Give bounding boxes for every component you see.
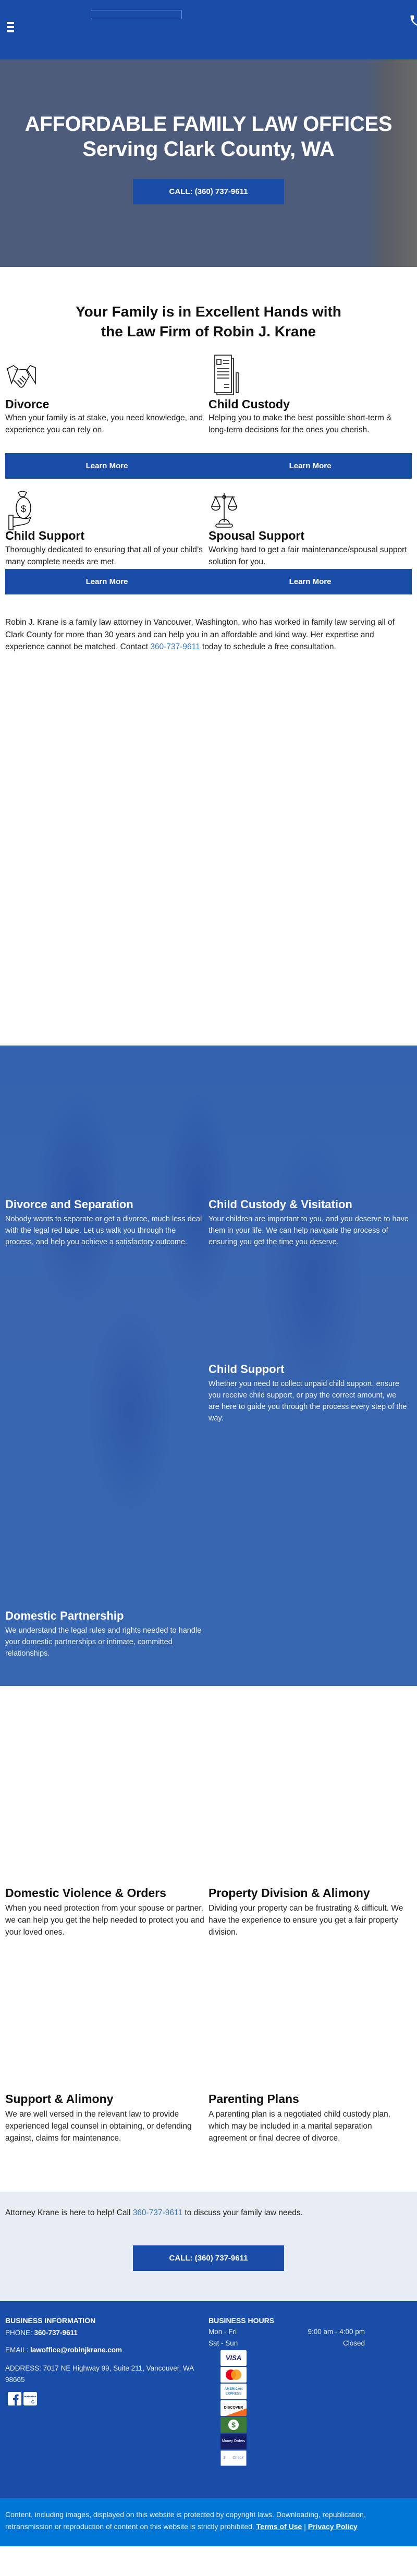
hours-time: 9:00 am - 4:00 pm [308, 2327, 365, 2336]
cta-call-button[interactable]: CALL: (360) 737-9611 [133, 2245, 284, 2271]
cash-icon [220, 2417, 247, 2433]
check-icon: $___ Check [220, 2450, 247, 2466]
service-description: Thoroughly dedicated to ensuring that all of your child’s many complete needs are met. [5, 545, 203, 566]
learn-more-child-support-button[interactable]: Learn More [85, 577, 128, 586]
cta-phone-link[interactable]: 360-737-9611 [132, 2208, 183, 2217]
logo-placeholder[interactable] [91, 10, 182, 19]
hero-title-line2: Serving Clark County, WA [82, 138, 335, 161]
service-description: Working hard to get a fair maintenance/spousal support solution for you. [208, 545, 407, 566]
hours-day: Mon - Fri [208, 2327, 237, 2336]
practice-area-title: Divorce and Separation [5, 1197, 133, 1211]
learn-more-bar-1 [5, 453, 412, 479]
practice-area-description: A parenting plan is a negotiated child custody plan, which may be included in a marital separation agreement or final decree of divorce. [208, 2109, 390, 2143]
practice-area-title: Property Division & Alimony [208, 1886, 370, 1900]
mastercard-icon [220, 2367, 247, 2383]
business-hours [208, 2316, 375, 2349]
hero-title-line1: AFFORDABLE FAMILY LAW OFFICES [24, 113, 393, 136]
social-links [8, 2392, 208, 2405]
footer-email [5, 2346, 208, 2355]
money-bag-hand-icon [8, 490, 34, 533]
phone-label: PHONE: [5, 2328, 34, 2337]
service-spousal-support [208, 479, 412, 578]
practice-area-divorce-separation [5, 1198, 206, 1248]
practice-area-child-support [208, 1363, 409, 1424]
cta-text-before: Attorney Krane is here to help! Call [5, 2208, 133, 2217]
email-label: EMAIL: [5, 2346, 31, 2354]
about-text-before: Robin J. Krane is a family law attorney in Vancouver, Washington, who has worked in family law serving all of Clark County for more than 30 years and can help you in an affordable and kind way. Her expertise and experience cannot be matched. Contact [5, 618, 395, 651]
facebook-icon[interactable] [8, 2392, 21, 2405]
cta-band [0, 2192, 417, 2301]
about-phone-link[interactable]: 360-737-9611 [150, 642, 200, 651]
practice-area-property-division [208, 1886, 412, 1938]
site-header [0, 0, 417, 59]
practice-area-description: We understand the legal rules and rights needed to handle your domestic partnerships or intimate, committed relationships. [5, 1626, 202, 1658]
copyright-bar [0, 2498, 417, 2546]
hero-call-button[interactable]: CALL: (360) 737-9611 [133, 179, 284, 204]
practice-area-title: Child Custody & Visitation [208, 1197, 352, 1211]
footer-phone [5, 2328, 208, 2338]
practice-area-description: We are well versed in the relevant law to provide experienced legal counsel in obtaining, or defending against, claims for maintenance. [5, 2109, 192, 2143]
handshake-icon [6, 364, 36, 393]
footer-phone-link[interactable]: 360-737-9611 [34, 2328, 78, 2337]
practice-area-description: Nobody wants to separate or get a divorce, much less deal with the legal red tape. Let us walk you through the process, and help you achieve a satisfactory outcome. [5, 1214, 202, 1246]
practice-area-title: Domestic Violence & Orders [5, 1886, 166, 1900]
learn-more-divorce-button[interactable]: Learn More [85, 461, 128, 470]
site-footer [0, 2301, 417, 2498]
service-description: When your family is at stake, you need knowledge, and experience you can rely on. [5, 414, 203, 434]
practice-areas-blue-section [0, 1046, 417, 1686]
footer-email-link[interactable]: lawoffice@robinjkrane.com [30, 2346, 122, 2354]
visa-icon: VISA [220, 2350, 247, 2366]
business-info-heading: BUSINESS INFORMATION [5, 2316, 96, 2325]
practice-area-title: Domestic Partnership [5, 1609, 124, 1622]
copyright-text: Content, including images, displayed on this website is protected by copyright laws. Downloading, republication, retransmission or reproduction of content on this website is strictly prohibited. [5, 2510, 366, 2531]
practice-area-domestic-partnership [5, 1609, 206, 1659]
hero-banner [0, 59, 417, 267]
cta-text-after: to discuss your family law needs. [182, 2208, 303, 2217]
accepted-payments [220, 2350, 247, 2467]
intro-heading-line2: the Law Firm of Robin J. Krane [101, 323, 316, 339]
practice-area-description: Your children are important to you, and you deserve to have them in your life. We can help navigate the process of ensuring you get the time you deserve. [208, 1214, 409, 1246]
service-divorce [5, 354, 208, 453]
services-grid [0, 354, 417, 594]
hero-title [0, 112, 417, 162]
cash-symbol: $ [228, 2420, 239, 2430]
practice-area-title: Child Support [208, 1362, 285, 1376]
hours-row [208, 2338, 375, 2349]
service-title: Child Custody [208, 397, 290, 411]
address-label: ADDRESS: [5, 2364, 43, 2372]
intro-section [0, 267, 417, 342]
learn-more-child-custody-button[interactable]: Learn More [289, 461, 332, 470]
service-child-custody [208, 354, 412, 453]
google-business-icon[interactable] [23, 2392, 37, 2405]
service-description: Helping you to make the best possible short-term & long-term decisions for the ones you cherish. [208, 414, 392, 434]
practice-area-title: Support & Alimony [5, 2092, 114, 2106]
practice-area-description: Dividing your property can be frustrating & difficult. We have the experience to ensure you get a fair property division. [208, 1903, 403, 1937]
business-hours-heading: BUSINESS HOURS [208, 2316, 275, 2325]
service-child-support [5, 479, 208, 578]
hours-time: Closed [342, 2339, 365, 2347]
practice-area-support-alimony [5, 2092, 208, 2144]
hours-row [208, 2326, 375, 2338]
practice-area-description: Whether you need to collect unpaid child support, ensure you receive child support, or pay the correct amount, we are here to guide you through the process every step of the way. [208, 1379, 407, 1423]
money-orders-icon: Money Orders [220, 2434, 247, 2449]
about-text-after: today to schedule a free consultation. [200, 642, 336, 651]
practice-area-description: When you need protection from your spouse or partner, we can help you get the help needed to protect you and your loved ones. [5, 1903, 204, 1937]
privacy-policy-link[interactable]: Privacy Policy [308, 2522, 358, 2531]
address-value: 7017 NE Highway 99, Suite 211, Vancouver, WA 98665 [5, 2364, 194, 2384]
about-text [5, 616, 412, 653]
american-express-icon: AMERICAN EXPRESS [220, 2384, 247, 2399]
practice-area-parenting-plans [208, 2092, 412, 2144]
scales-of-justice-icon [211, 492, 238, 532]
hamburger-menu-icon[interactable] [7, 22, 14, 33]
cta-band-text [5, 2208, 303, 2218]
about-paragraph [0, 594, 417, 653]
link-separator: | [302, 2522, 308, 2531]
discover-icon: DISCOVER [220, 2400, 247, 2416]
phone-icon[interactable] [409, 14, 417, 28]
learn-more-spousal-support-button[interactable]: Learn More [289, 577, 332, 586]
practice-area-domestic-violence [5, 1886, 208, 1938]
terms-of-use-link[interactable]: Terms of Use [256, 2522, 302, 2531]
intro-heading-line1: Your Family is in Excellent Hands with [76, 303, 341, 320]
hours-day: Sat - Sun [208, 2339, 238, 2347]
document-pen-icon [214, 354, 240, 398]
practice-areas-white-section [0, 1686, 417, 2192]
practice-area-title: Parenting Plans [208, 2092, 299, 2106]
svg-text:G: G [31, 2399, 35, 2404]
business-info [5, 2316, 208, 2405]
service-title: Divorce [5, 397, 50, 411]
services-row-2 [5, 479, 412, 578]
practice-area-child-custody-visitation [208, 1198, 409, 1248]
service-title: Spousal Support [208, 529, 304, 542]
svg-text:$: $ [21, 504, 27, 514]
service-title: Child Support [5, 529, 85, 542]
intro-heading [0, 267, 417, 342]
services-row-1 [5, 354, 412, 453]
footer-address [5, 2363, 208, 2386]
